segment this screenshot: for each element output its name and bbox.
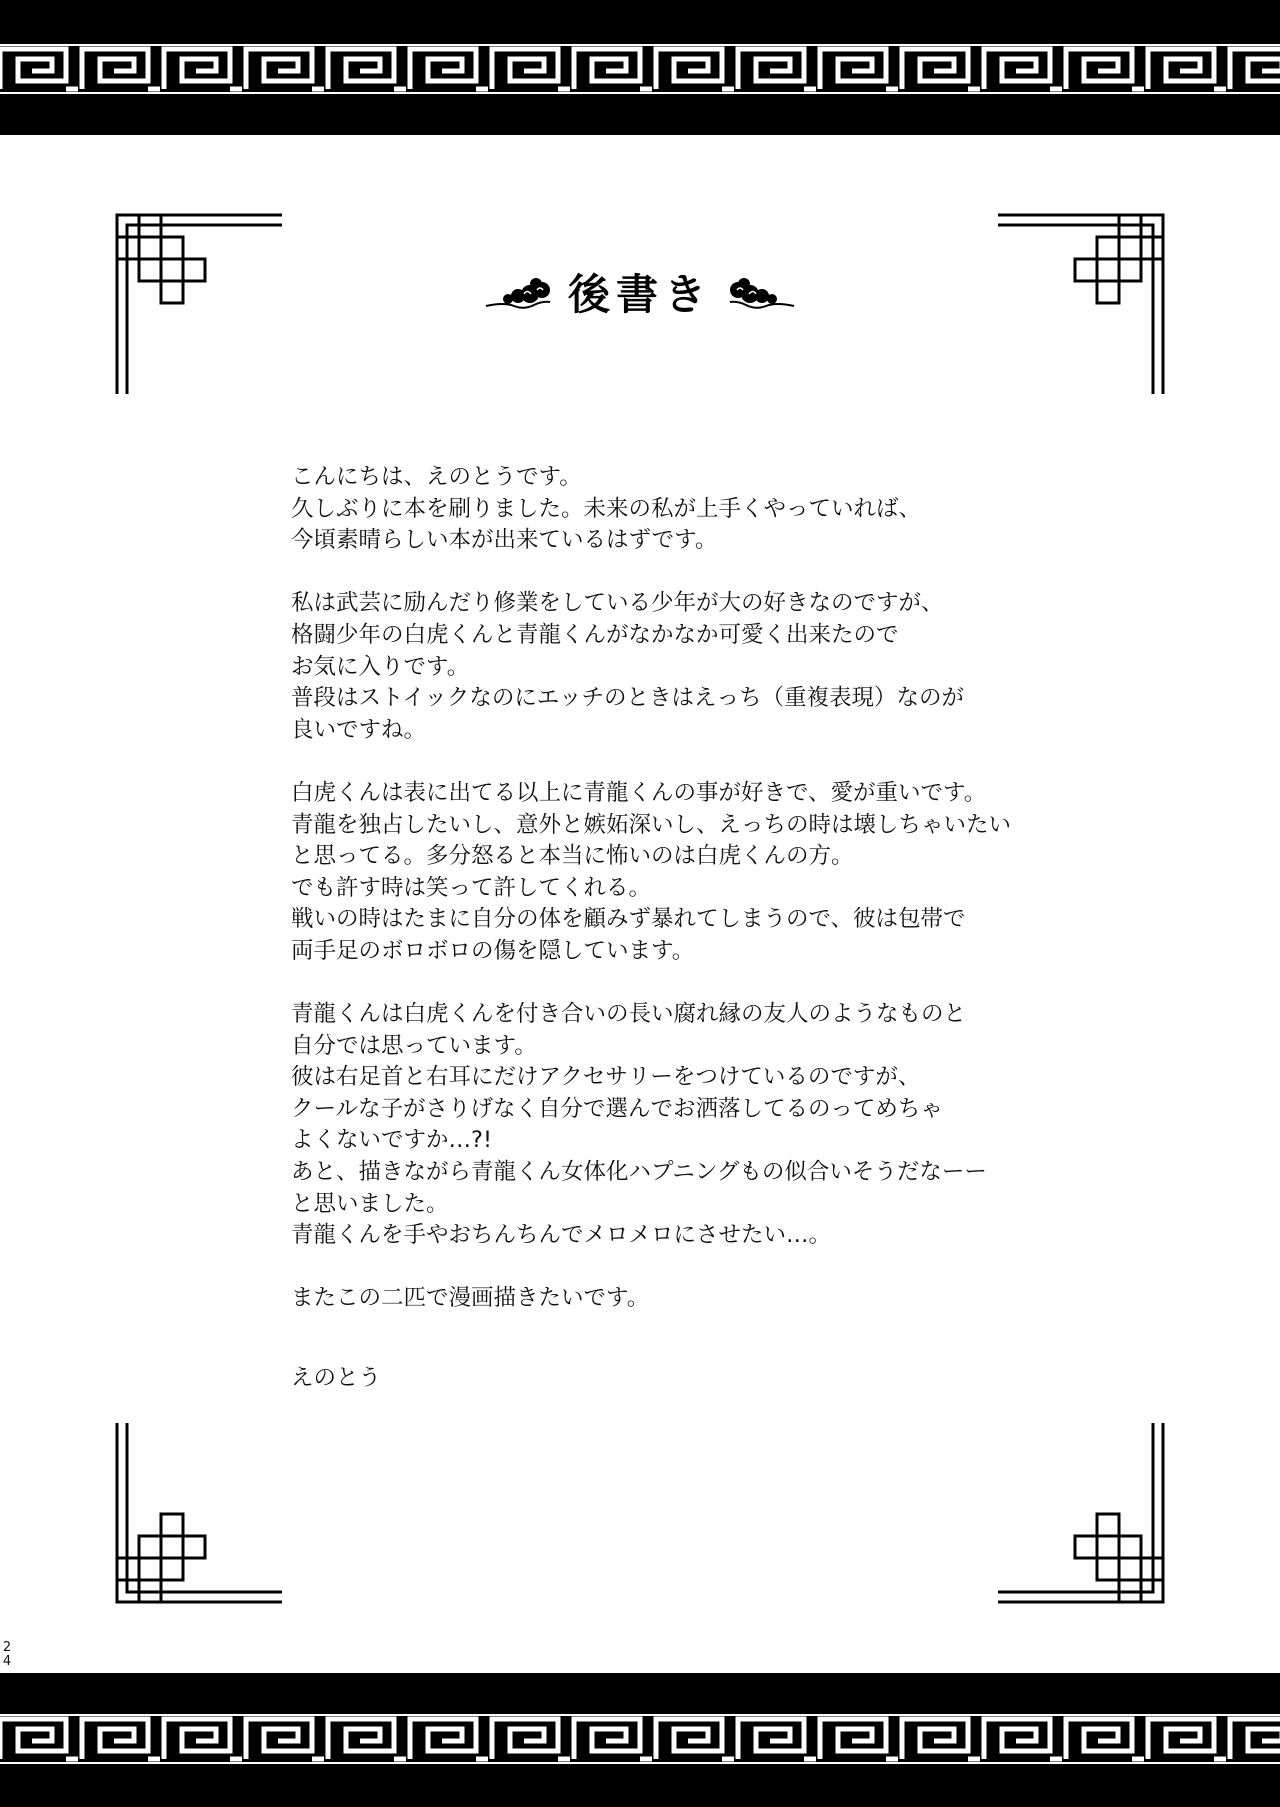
text-line: あと、描きながら青龍くん女体化ハプニングもの似合いそうだなーー (291, 1159, 987, 1186)
text-line: 自分では思っています。 (291, 1032, 537, 1059)
greek-key-pattern-top (0, 0, 1280, 135)
text-line: お気に入りです。 (291, 653, 470, 680)
paragraph (291, 462, 1051, 557)
text-line: 普段はストイックなのにエッチのときはえっち（重複表現）なのが (291, 685, 964, 712)
text-line: と思ってる。多分怒ると本当に怖いのは白虎くんの方。 (291, 843, 854, 870)
greek-key-pattern-bottom (0, 1673, 1280, 1807)
paragraph (291, 999, 1051, 1252)
corner-ornament-bottom-left (112, 1415, 292, 1605)
text-line: 青龍くんを手やおちんちんでメロメロにさせたい…。 (291, 1222, 832, 1249)
text-line: 青龍を独占したいし、意外と嫉妬深いし、えっちの時は壊しちゃいたい (291, 811, 1012, 838)
author-signature: えのとう (291, 1365, 382, 1391)
heading (0, 262, 1280, 322)
text-line: 青龍くんは白虎くんを付き合いの長い腐れ縁の友人のようなものと (291, 1001, 967, 1028)
page-number (2, 1641, 12, 1669)
page-number-digit: 4 (2, 1654, 12, 1669)
paragraph (291, 588, 1051, 746)
text-line: 久しぶりに本を刷りました。未来の私が上手くやっていれば、 (291, 495, 922, 522)
text-line: と思いました。 (291, 1190, 449, 1217)
cloud-ornament-icon (484, 272, 554, 312)
bottom-border-band (0, 1673, 1280, 1807)
paragraph (291, 1283, 1051, 1315)
text-line: 白虎くんは表に出てる以上に青龍くんの事が好きで、愛が重いです。 (291, 779, 987, 806)
text-line: 格闘少年の白虎くんと青龍くんがなかなか可愛く出来たので (291, 621, 899, 648)
text-line: クールな子がさりげなく自分で選んでお洒落してるのってめちゃ (291, 1095, 943, 1122)
text-line: 今頃素晴らしい本が出来ているはずです。 (291, 527, 718, 554)
text-line: でも許す時は笑って許してくれる。 (291, 874, 652, 901)
text-line: よくないですか…?! (291, 1127, 492, 1154)
paragraph (291, 778, 1051, 968)
page-number-digit: 2 (2, 1640, 12, 1655)
top-border-band (0, 0, 1280, 135)
text-line: 彼は右足首と右耳にだけアクセサリーをつけているのですが、 (291, 1064, 921, 1091)
text-line: またこの二匹で漫画描きたいです。 (291, 1285, 650, 1312)
corner-ornament-bottom-right (988, 1415, 1168, 1605)
text-line: 戦いの時はたまに自分の体を顧みず暴れてしまうので、彼は包帯で (291, 906, 966, 933)
text-line: 私は武芸に励んだり修業をしている少年が大の好きなのですが、 (291, 590, 944, 617)
cloud-ornament-icon (726, 272, 796, 312)
page-title: 後書き (567, 270, 712, 319)
text-line: 良いですね。 (291, 716, 427, 743)
afterword-body (291, 462, 1051, 1347)
text-line: こんにちは、えのとうです。 (291, 464, 582, 490)
text-line: 両手足のボロボロの傷を隠しています。 (291, 937, 695, 964)
